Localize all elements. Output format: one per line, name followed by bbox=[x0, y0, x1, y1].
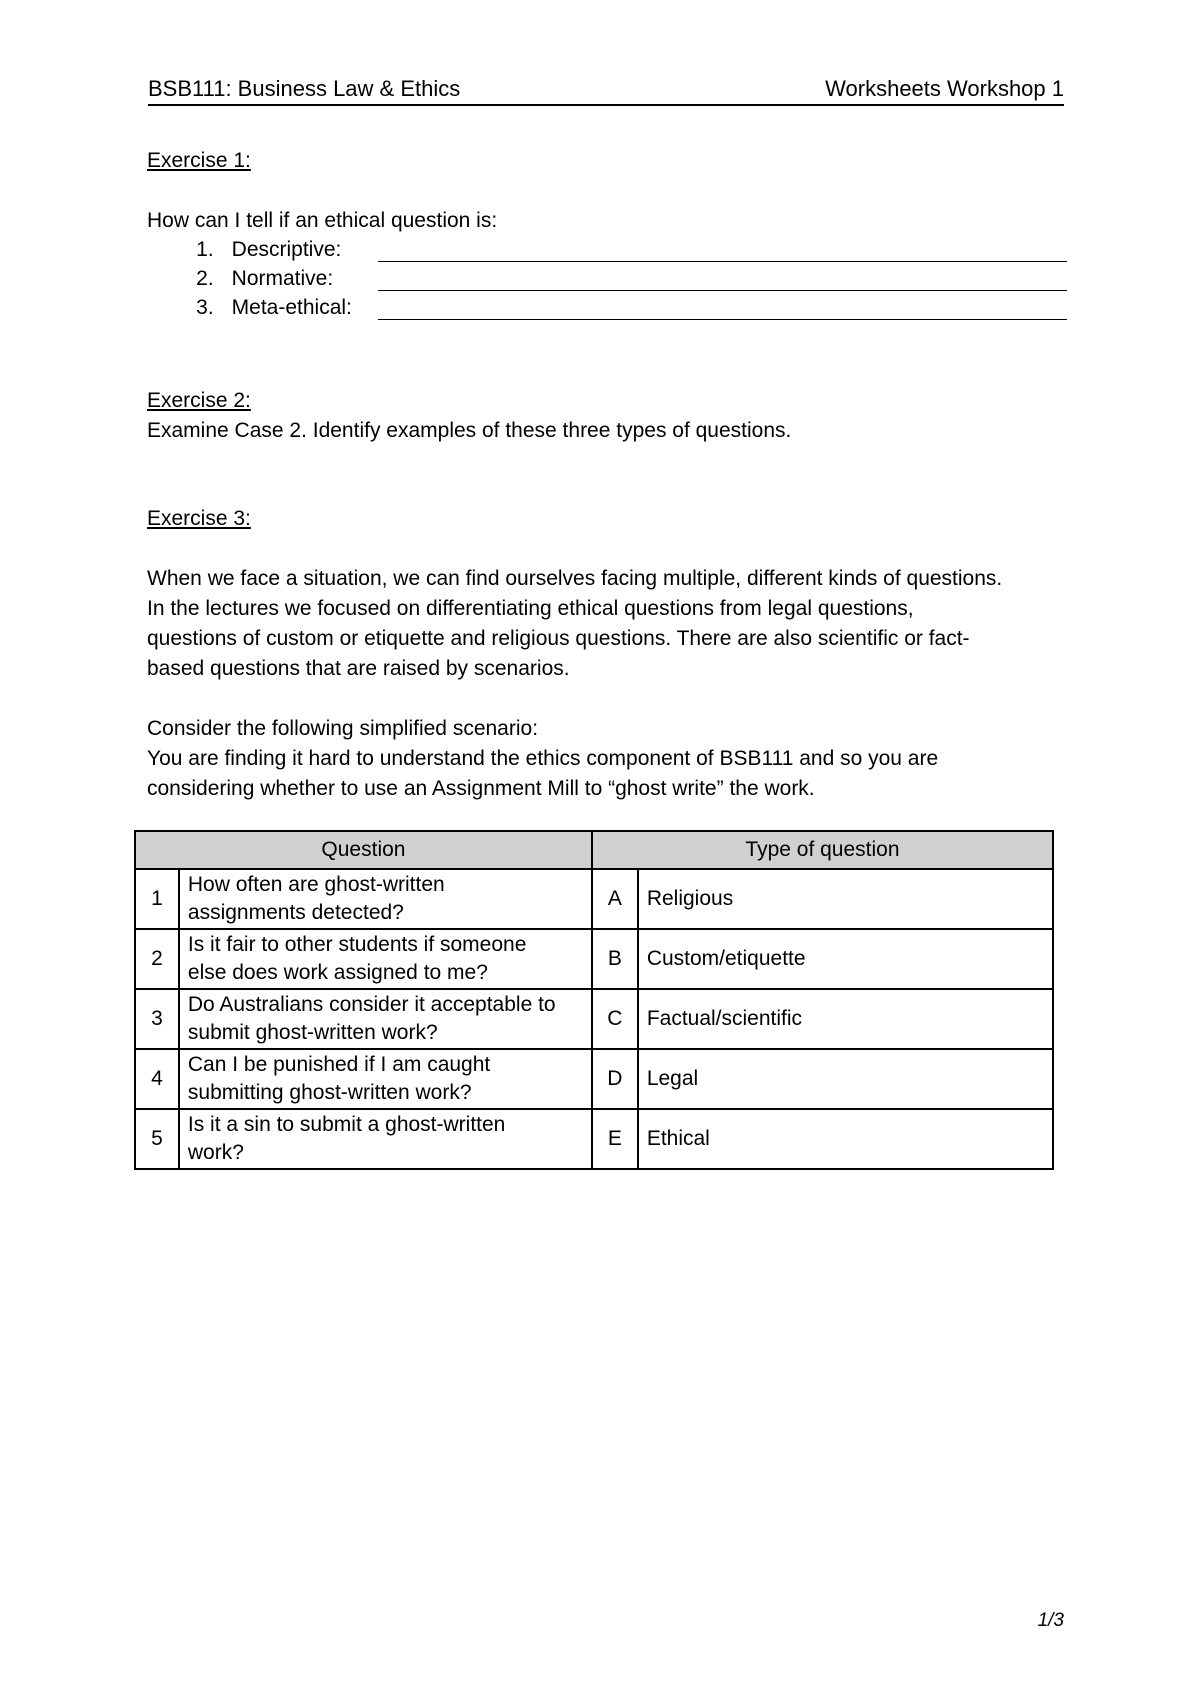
exercise-1-list bbox=[147, 236, 1067, 323]
exercise-1 bbox=[147, 146, 1067, 323]
list-item-number: 3. bbox=[196, 296, 214, 319]
exercise-3-scenario bbox=[147, 714, 1067, 804]
list-item-number: 1. bbox=[196, 238, 214, 261]
type-letter: A bbox=[592, 869, 638, 929]
exercise-3-paragraph bbox=[147, 564, 1067, 684]
type-cell: Legal bbox=[638, 1049, 1053, 1109]
list-item-number: 2. bbox=[196, 267, 214, 290]
question-line: else does work assigned to me? bbox=[187, 961, 488, 984]
type-cell: Ethical bbox=[638, 1109, 1053, 1169]
row-number: 5 bbox=[135, 1109, 179, 1169]
exercise-1-title: Exercise 1: bbox=[147, 149, 251, 172]
table-row bbox=[135, 989, 1053, 1049]
list-item bbox=[147, 294, 1067, 323]
row-number: 1 bbox=[135, 869, 179, 929]
page-header bbox=[148, 74, 1064, 106]
type-cell: Factual/scientific bbox=[638, 989, 1053, 1049]
list-item-label: Descriptive: bbox=[231, 238, 342, 261]
question-line: How often are ghost-written bbox=[187, 873, 445, 896]
question-line: assignments detected? bbox=[187, 901, 404, 924]
exercise-2-text: Examine Case 2. Identify examples of these three types of questions. bbox=[147, 419, 792, 442]
type-letter: D bbox=[592, 1049, 638, 1109]
scenario-line: You are finding it hard to understand the ethics component of BSB111 and so you are bbox=[147, 747, 939, 770]
paragraph-line: based questions that are raised by scenarios. bbox=[147, 657, 570, 680]
table-row bbox=[135, 1049, 1053, 1109]
scenario-line: Consider the following simplified scenario: bbox=[147, 717, 539, 740]
question-line: submit ghost-written work? bbox=[187, 1021, 438, 1044]
question-line: submitting ghost-written work? bbox=[187, 1081, 472, 1104]
list-item-label: Normative: bbox=[231, 267, 334, 290]
exercise-3 bbox=[147, 504, 1067, 804]
course-title: BSB111: Business Law & Ethics bbox=[148, 76, 461, 101]
table-row bbox=[135, 869, 1053, 929]
answer-line[interactable] bbox=[378, 266, 1067, 291]
question-cell bbox=[179, 929, 592, 989]
type-letter: B bbox=[592, 929, 638, 989]
question-cell bbox=[179, 869, 592, 929]
table-row bbox=[135, 929, 1053, 989]
paragraph-line: questions of custom or etiquette and religious questions. There are also scientific or fact- bbox=[147, 627, 970, 650]
page-number: 1/3 bbox=[1037, 1610, 1064, 1631]
paragraph-line: When we face a situation, we can find ourselves facing multiple, different kinds of questions. bbox=[147, 567, 1003, 590]
question-line: Can I be punished if I am caught bbox=[187, 1053, 491, 1076]
question-line: Is it a sin to submit a ghost-written bbox=[187, 1113, 506, 1136]
table-header-row bbox=[135, 831, 1053, 869]
question-cell bbox=[179, 1049, 592, 1109]
question-cell bbox=[179, 1109, 592, 1169]
row-number: 4 bbox=[135, 1049, 179, 1109]
type-cell: Religious bbox=[638, 869, 1053, 929]
answer-line[interactable] bbox=[378, 295, 1067, 320]
row-number: 2 bbox=[135, 929, 179, 989]
worksheet-title: Worksheets Workshop 1 bbox=[825, 76, 1064, 101]
exercise-2-title: Exercise 2: bbox=[147, 389, 251, 412]
row-number: 3 bbox=[135, 989, 179, 1049]
exercise-2 bbox=[147, 386, 1067, 446]
paragraph-line: In the lectures we focused on differentiating ethical questions from legal questions, bbox=[147, 597, 914, 620]
header-question: Question bbox=[135, 831, 592, 869]
header-type: Type of question bbox=[592, 831, 1053, 869]
list-item-label: Meta-ethical: bbox=[231, 296, 352, 319]
type-cell: Custom/etiquette bbox=[638, 929, 1053, 989]
type-letter: E bbox=[592, 1109, 638, 1169]
question-cell bbox=[179, 989, 592, 1049]
question-line: work? bbox=[187, 1141, 244, 1164]
question-line: Is it fair to other students if someone bbox=[187, 933, 527, 956]
question-type-table bbox=[134, 830, 1054, 1170]
scenario-line: considering whether to use an Assignment Mill to “ghost write” the work. bbox=[147, 777, 815, 800]
answer-line[interactable] bbox=[378, 237, 1067, 262]
exercise-1-prompt: How can I tell if an ethical question is: bbox=[147, 209, 498, 232]
table-row bbox=[135, 1109, 1053, 1169]
list-item bbox=[147, 236, 1067, 265]
exercise-3-title: Exercise 3: bbox=[147, 507, 251, 530]
question-line: Do Australians consider it acceptable to bbox=[187, 993, 556, 1016]
type-letter: C bbox=[592, 989, 638, 1049]
list-item bbox=[147, 265, 1067, 294]
